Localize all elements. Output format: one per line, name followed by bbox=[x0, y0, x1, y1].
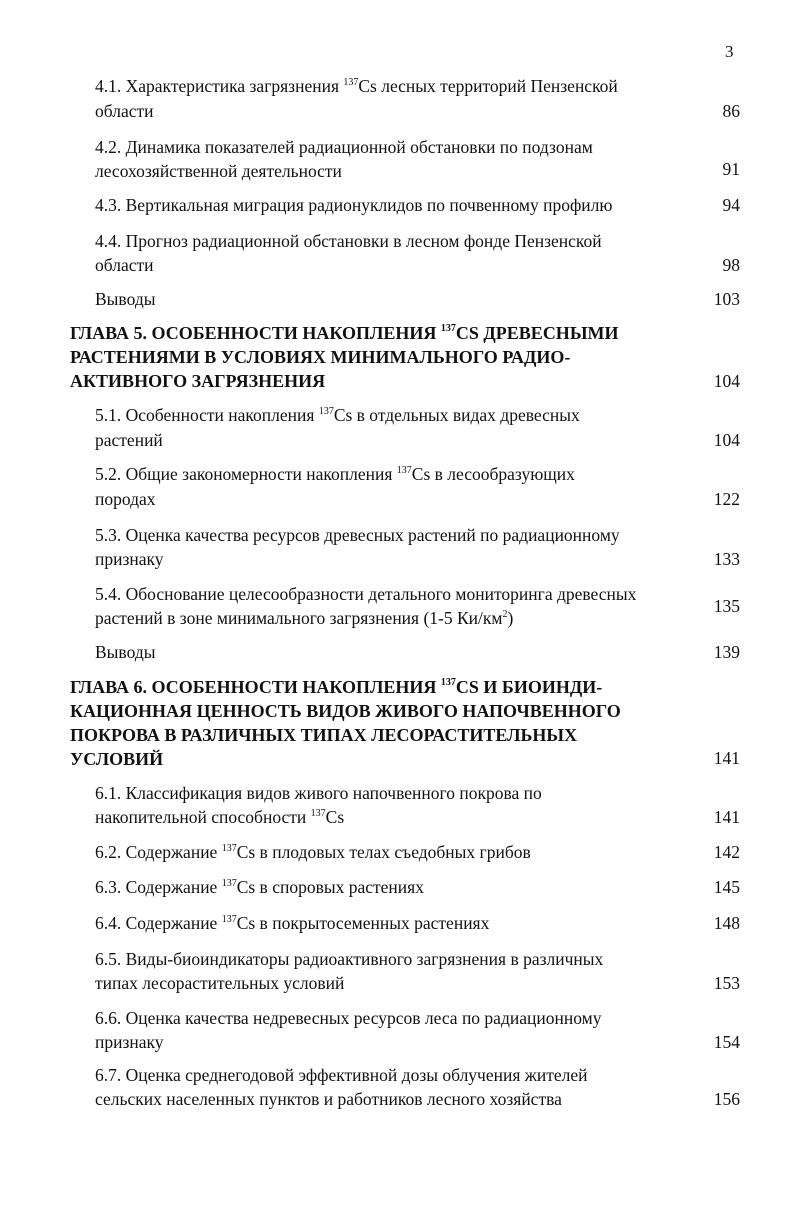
toc-entry-6-6: 6.6. Оценка качества недревесных ресурсов леса по радиационному bbox=[95, 1008, 602, 1028]
toc-entry-conclusions-5: Выводы bbox=[95, 642, 156, 662]
toc-page-4-1: 86 bbox=[722, 101, 740, 121]
toc-entry-6-5-line2: типах лесорастительных условий bbox=[95, 973, 345, 993]
page-number: 3 bbox=[725, 42, 734, 61]
toc-entry-4-1-line2: области bbox=[95, 101, 154, 121]
toc-entry-6-6-line2: признаку bbox=[95, 1032, 164, 1052]
toc-page-6-7: 156 bbox=[713, 1089, 740, 1109]
toc-entry-6-1-line2: накопительной способности $^{137}$Cs bbox=[95, 807, 345, 827]
toc-entry-5-2-line2: породах bbox=[95, 489, 156, 509]
toc-page-4-4: 98 bbox=[722, 255, 740, 275]
toc-entry-4-2-line2: лесохозяйственной деятельности bbox=[95, 161, 342, 181]
toc-page-5-4: 135 bbox=[713, 596, 740, 616]
toc-page-conclusions-5: 139 bbox=[713, 642, 740, 662]
toc-entry-6-5: 6.5. Виды-биоиндикаторы радиоактивного загрязнения в различных bbox=[95, 949, 604, 969]
toc-page-6-4: 148 bbox=[713, 913, 740, 933]
toc-entry-5-3-line2: признаку bbox=[95, 549, 164, 569]
isotope-superscript: 137 bbox=[343, 77, 359, 88]
toc-page-6-5: 153 bbox=[713, 973, 740, 993]
toc-entry-6-3: 6.3. Содержание $^{137}$Cs в споровых растениях bbox=[95, 877, 424, 897]
toc-entry-4-2: 4.2. Динамика показателей радиационной обстановки по подзонам bbox=[95, 137, 593, 157]
toc-entry-5-1: 5.1. Особенности накопления $^{137}$Cs в отдельных видах древесных bbox=[95, 405, 580, 425]
toc-entry-6-7: 6.7. Оценка среднегодовой эффективной дозы облучения жителей bbox=[95, 1065, 588, 1085]
toc-page-4-2: 91 bbox=[722, 159, 740, 179]
toc-page-5-3: 133 bbox=[713, 549, 740, 569]
toc-entry-6-7-line2: сельских населенных пунктов и работников лесного хозяйства bbox=[95, 1089, 562, 1109]
toc-page-5-2: 122 bbox=[713, 489, 740, 509]
toc-entry-conclusions-4: Выводы bbox=[95, 289, 156, 309]
toc-entry-5-4: 5.4. Обоснование целесообразности детального мониторинга древесных bbox=[95, 584, 637, 604]
toc-page-6-2: 142 bbox=[713, 842, 740, 862]
toc-page-6-6: 154 bbox=[713, 1032, 740, 1052]
toc-page-5-1: 104 bbox=[713, 430, 740, 450]
toc-page-4-3: 94 bbox=[722, 195, 740, 215]
toc-entry-6-2: 6.2. Содержание $^{137}$Cs в плодовых телах съедобных грибов bbox=[95, 842, 531, 862]
toc-entry-4-4: 4.4. Прогноз радиационной обстановки в лесном фонде Пензенской bbox=[95, 231, 602, 251]
toc-entry-5-2: 5.2. Общие закономерности накопления $^{137}$Cs в лесообразующих bbox=[95, 464, 575, 484]
toc-entry-6-4: 6.4. Содержание $^{137}$Cs в покрытосеменных растениях bbox=[95, 913, 490, 933]
toc-entry-4-3: 4.3. Вертикальная миграция радионуклидов по почвенному профилю bbox=[95, 195, 613, 215]
toc-page-conclusions-4: 103 bbox=[713, 289, 740, 309]
toc-entry-5-4-line2: растений в зоне минимального загрязнения (1-5 $Ки/км^2$) bbox=[95, 608, 514, 628]
toc-entry-4-1: 4.1. Характеристика загрязнения $^{137}$Cs лесных территорий Пензенской bbox=[95, 76, 618, 96]
toc-entry-6-1: 6.1. Классификация видов живого напочвенного покрова по bbox=[95, 783, 542, 803]
toc-entry-5-3: 5.3. Оценка качества ресурсов древесных растений по радиационному bbox=[95, 525, 620, 545]
toc-page-6-3: 145 bbox=[713, 877, 740, 897]
toc-entry-5-1-line2: растений bbox=[95, 430, 163, 450]
toc-entry-4-4-line2: области bbox=[95, 255, 154, 275]
toc-page-chapter-6: 141 bbox=[713, 748, 740, 768]
chapter-5-heading: ГЛАВА 5. ОСОБЕННОСТИ НАКОПЛЕНИЯ $^{137}$CS ДРЕВЕСНЫМИ РАСТЕНИЯМИ В УСЛОВИЯХ МИНИМАЛЬНОГО РАДИО- АКТИВНОГО ЗАГРЯЗНЕНИЯ bbox=[70, 323, 619, 391]
toc-page-6-1: 141 bbox=[713, 807, 740, 827]
chapter-6-heading: ГЛАВА 6. ОСОБЕННОСТИ НАКОПЛЕНИЯ $^{137}$CS И БИОИНДИ- КАЦИОННАЯ ЦЕННОСТЬ ВИДОВ ЖИВОГО НАПОЧВЕННОГО ПОКРОВА В РАЗЛИЧНЫХ ТИПАХ ЛЕСОРАСТИТЕЛЬНЫХ УСЛОВИЙ bbox=[70, 677, 621, 769]
toc-page-chapter-5: 104 bbox=[713, 371, 740, 391]
